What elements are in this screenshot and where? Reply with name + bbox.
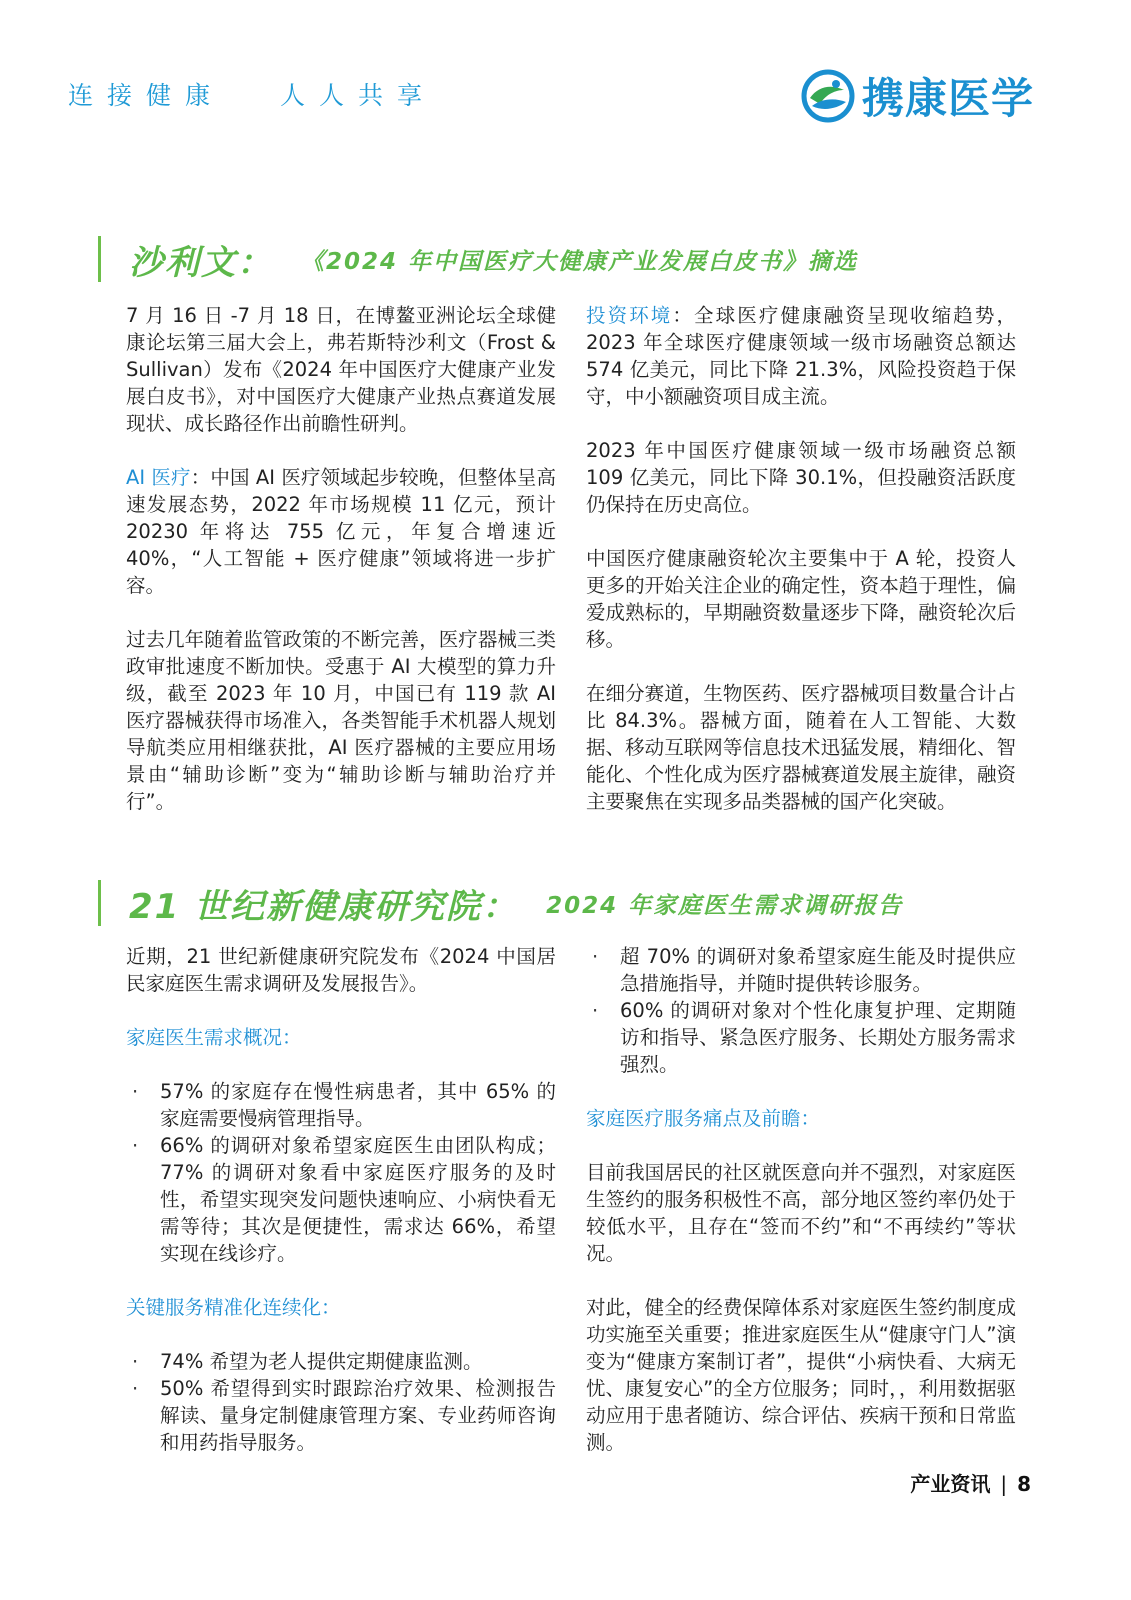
paragraph-text: 7 月 16 日 -7 月 18 日，在博鳌亚洲论坛全球健康论坛第三届大会上，弗若斯特沙利文（Frost & Sullivan）发布《2024 年中国医疗大健康产业发展白皮书》，对中国医疗大健康产业热点赛道发展现状、成长路径作出前瞻性研判。 — [126, 304, 556, 435]
section-title-sub: 2024 年家庭医生需求调研报告 — [546, 892, 904, 919]
slogan-left: 连接健康 — [68, 81, 225, 110]
bullet-list — [126, 1348, 556, 1456]
section2-left-column — [126, 943, 556, 1456]
topic-label: AI 医疗 — [126, 466, 191, 489]
paragraph-text: 2023 年中国医疗健康领域一级市场融资总额 109 亿美元，同比下降 30.1%，但投融资活跃度仍保持在历史高位。 — [586, 439, 1016, 516]
list-item: · 66% 的调研对象希望家庭医生由团队构成；77% 的调研对象看中家庭医疗服务的及时性，希望实现突发问题快速响应、小病快看无需等待；其次是便捷性，需求达 66%，希望实现在线诊疗。 — [126, 1132, 556, 1267]
paragraph — [586, 680, 1016, 815]
topic-label: 投资环境 — [586, 304, 673, 327]
bullet-list — [126, 1078, 556, 1267]
section-title-sub: 《2024 年中国医疗大健康产业发展白皮书》摘选 — [301, 248, 859, 275]
paragraph — [126, 626, 556, 815]
page-number: 8 — [1017, 1472, 1031, 1496]
paragraph-text: ：中国 AI 医疗领域起步较晚，但整体呈高速发展态势，2022 年市场规模 11 亿元，预计 20230 年将达 755 亿元，年复合增速近 40%，“人工智能 + 医疗健康”领域将进一步扩容。 — [126, 466, 556, 597]
paragraph-text: 过去几年随着监管政策的不断完善，医疗器械三类政审批速度不断加快。受惠于 AI 大模型的算力升级，截至 2023 年 10 月，中国已有 119 款 AI 医疗器械获得市场准入，各类智能手术机器人规划导航类应用相继获批，AI 医疗器械的主要应用场景由“辅助诊断”变为“辅助诊断与辅助治疗并行”。 — [126, 628, 556, 813]
brand-name: 携康医学 — [862, 74, 1035, 123]
footer-separator: | — [1000, 1472, 1008, 1496]
list-item: · 57% 的家庭存在慢性病患者，其中 65% 的家庭需要慢病管理指导。 — [126, 1078, 556, 1132]
footer-category: 产业资讯 — [910, 1472, 991, 1496]
list-item: · 50% 希望得到实时跟踪治疗效果、检测报告解读、量身定制健康管理方案、专业药师咨询和用药指导服务。 — [126, 1375, 556, 1456]
slogan-right: 人人共享 — [280, 81, 437, 110]
subheading-demand-overview: 家庭医生需求概况： — [126, 1026, 302, 1049]
paragraph — [586, 302, 1016, 410]
leaf-hands-logo-icon — [800, 68, 856, 124]
subheading-key-services: 关键服务精准化连续化： — [126, 1296, 341, 1319]
paragraph: 目前我国居民的社区就医意向并不强烈，对家庭医生签约的服务积极性不高，部分地区签约率仍处于较低水平，且存在“签而不约”和“不再续约”等状况。 — [586, 1161, 1016, 1265]
paragraph — [126, 464, 556, 599]
brand-logo — [800, 66, 1034, 126]
section-title-main: 21 世纪新健康研究院： — [129, 886, 519, 927]
slogan — [68, 76, 436, 112]
intro-paragraph: 近期，21 世纪新健康研究院发布《2024 中国居民家庭医生需求调研及发展报告》。 — [126, 945, 556, 995]
list-item: · 74% 希望为老人提供定期健康监测。 — [126, 1348, 556, 1375]
paragraph-text: 中国医疗健康融资轮次主要集中于 A 轮，投资人更多的开始关注企业的确定性，资本趋于理性，偏爱成熟标的，早期融资数量逐步下降，融资轮次后移。 — [586, 547, 1016, 651]
paragraph-text: ：全球医疗健康融资呈现收缩趋势，2023 年全球医疗健康领域一级市场融资总额达 574 亿美元，同比下降 21.3%，风险投资趋于保守，中小额融资项目成主流。 — [586, 304, 1016, 408]
list-item: · 超 70% 的调研对象希望家庭生能及时提供应急措施指导，并随时提供转诊服务。 — [586, 943, 1016, 997]
subheading-pain-points: 家庭医疗服务痛点及前瞻： — [586, 1107, 821, 1130]
paragraph-text: 在细分赛道，生物医药、医疗器械项目数量合计占比 84.3%。器械方面，随着在人工智能、大数据、移动互联网等信息技术迅猛发展，精细化、智能化、个性化成为医疗器械赛道发展主旋律，融资主要聚焦在实现多品类器械的国产化突破。 — [586, 682, 1016, 813]
section-title-main: 沙利文： — [129, 242, 273, 283]
paragraph: 对此，健全的经费保障体系对家庭医生签约制度成功实施至关重要；推进家庭医生从“健康守门人”演变为“健康方案制订者”，提供“小病快看、大病无忧、康复安心”的全方位服务；同时，，利用数据驱动应用于患者随访、综合评估、疾病干预和日常监测。 — [586, 1296, 1016, 1454]
paragraph — [126, 302, 556, 437]
section1-right-column — [586, 302, 1016, 815]
list-item: · 60% 的调研对象对个性化康复护理、定期随访和指导、紧急医疗服务、长期处方服务需求强烈。 — [586, 997, 1016, 1078]
paragraph — [586, 545, 1016, 653]
section2-right-column — [586, 943, 1016, 1456]
section1-left-column — [126, 302, 556, 815]
bullet-list — [586, 943, 1016, 1078]
paragraph — [586, 437, 1016, 518]
section-title-21st-century — [98, 880, 903, 926]
page-footer — [910, 1468, 1031, 1497]
section-title-frost-sullivan — [98, 236, 858, 282]
